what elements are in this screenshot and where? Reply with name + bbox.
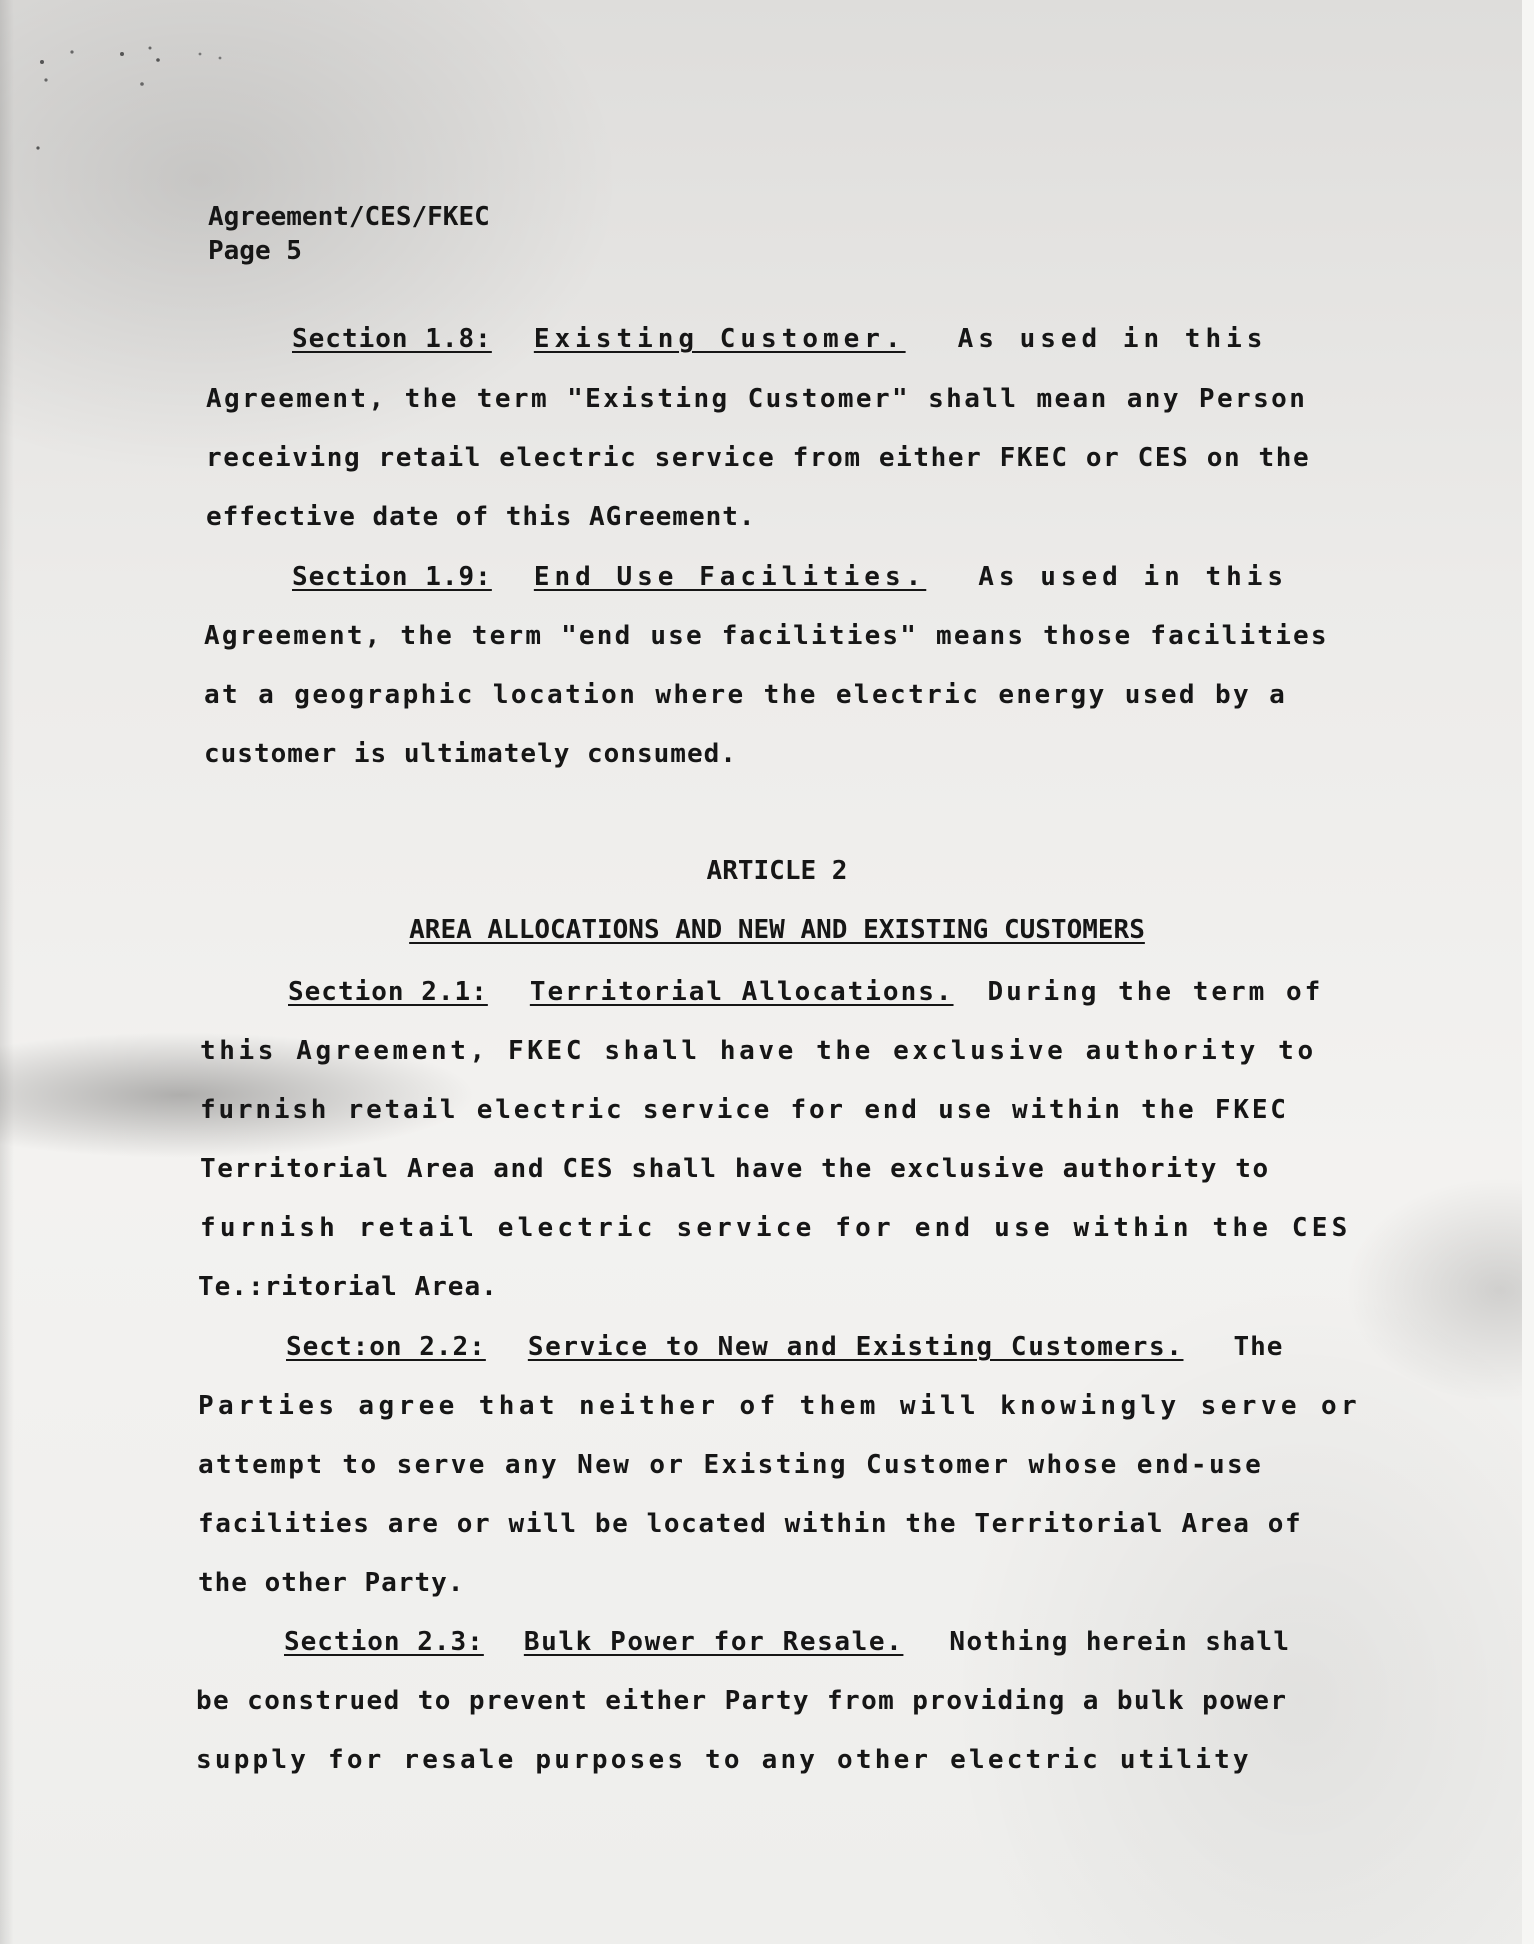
document-reference: Agreement/CES/FKEC (208, 202, 490, 232)
section-2-2-title: Service to New and Existing Customers. (527, 1332, 1184, 1362)
section-2-3-label: Section 2.3: (284, 1627, 484, 1657)
section-2-3-line-0: Nothing herein shall (949, 1627, 1291, 1657)
article-title: AREA ALLOCATIONS AND NEW AND EXISTING CUSTOMERS (409, 915, 1145, 945)
article-title-wrap (10, 915, 1534, 945)
section-2-1-line-2: furnish retail electric service for end use within the FKEC (200, 1095, 1289, 1125)
section-1-9-label: Section 1.9: (292, 562, 492, 592)
section-1-8-line-0: As used in this (957, 324, 1268, 354)
section-1-9-first-line (292, 560, 1288, 594)
page-header (208, 200, 490, 268)
page-number: Page 5 (208, 236, 302, 266)
section-1-9-line-1: Agreement, the term "end use facilities" means those facilities (204, 621, 1329, 651)
scan-specks (30, 40, 290, 160)
section-2-3-title: Bulk Power for Resale. (523, 1627, 904, 1657)
article-number: ARTICLE 2 (706, 856, 848, 886)
section-1-8-line-3: effective date of this AGreement. (206, 502, 756, 532)
scan-shadow-left (0, 0, 14, 1944)
section-2-2-line-3: facilities are or will be located within the Territorial Area of (198, 1509, 1303, 1539)
section-2-1-line-5: Te.:ritorial Area. (198, 1272, 498, 1302)
section-2-3-line-1: be construed to prevent either Party from providing a bulk power (196, 1686, 1288, 1716)
section-2-1-label: Section 2.1: (288, 977, 488, 1007)
section-2-2-line-0: The (1233, 1332, 1284, 1362)
section-1-8-first-line (292, 322, 1267, 356)
section-2-2-first-line (286, 1330, 1283, 1364)
section-2-3-first-line (284, 1625, 1291, 1659)
section-2-2-line-1: Parties agree that neither of them will knowingly serve or (198, 1391, 1362, 1421)
section-2-1-first-line (288, 975, 1323, 1009)
section-1-9-title: End Use Facilities. (533, 562, 927, 592)
section-1-8-line-1: Agreement, the term "Existing Customer" shall mean any Person (206, 384, 1308, 414)
section-2-3-line-2: supply for resale purposes to any other electric utility (196, 1745, 1252, 1775)
section-1-8-line-2: receiving retail electric service from either FKEC or CES on the (206, 443, 1311, 473)
section-2-2-line-2: attempt to serve any New or Existing Customer whose end-use (198, 1450, 1264, 1480)
section-1-9-line-3: customer is ultimately consumed. (204, 739, 737, 769)
section-2-1-line-3: Territorial Area and CES shall have the exclusive authority to (200, 1154, 1270, 1184)
section-2-1-line-4: furnish retail electric service for end use within the CES (200, 1213, 1352, 1243)
section-2-1-line-1: this Agreement, FKEC shall have the exclusive authority to (200, 1036, 1317, 1066)
section-1-9-line-2: at a geographic location where the electric energy used by a (204, 680, 1288, 710)
section-2-1-title: Territorial Allocations. (529, 977, 954, 1007)
section-2-1-line-0: During the term of (987, 977, 1324, 1007)
scan-edge-right (1522, 0, 1534, 1944)
section-1-8-label: Section 1.8: (292, 324, 492, 354)
section-2-2-line-4: the other Party. (198, 1568, 465, 1598)
section-1-9-line-0: As used in this (978, 562, 1289, 592)
section-2-2-label: Sect:on 2.2: (286, 1332, 486, 1362)
section-1-8-title: Existing Customer. (533, 324, 906, 354)
